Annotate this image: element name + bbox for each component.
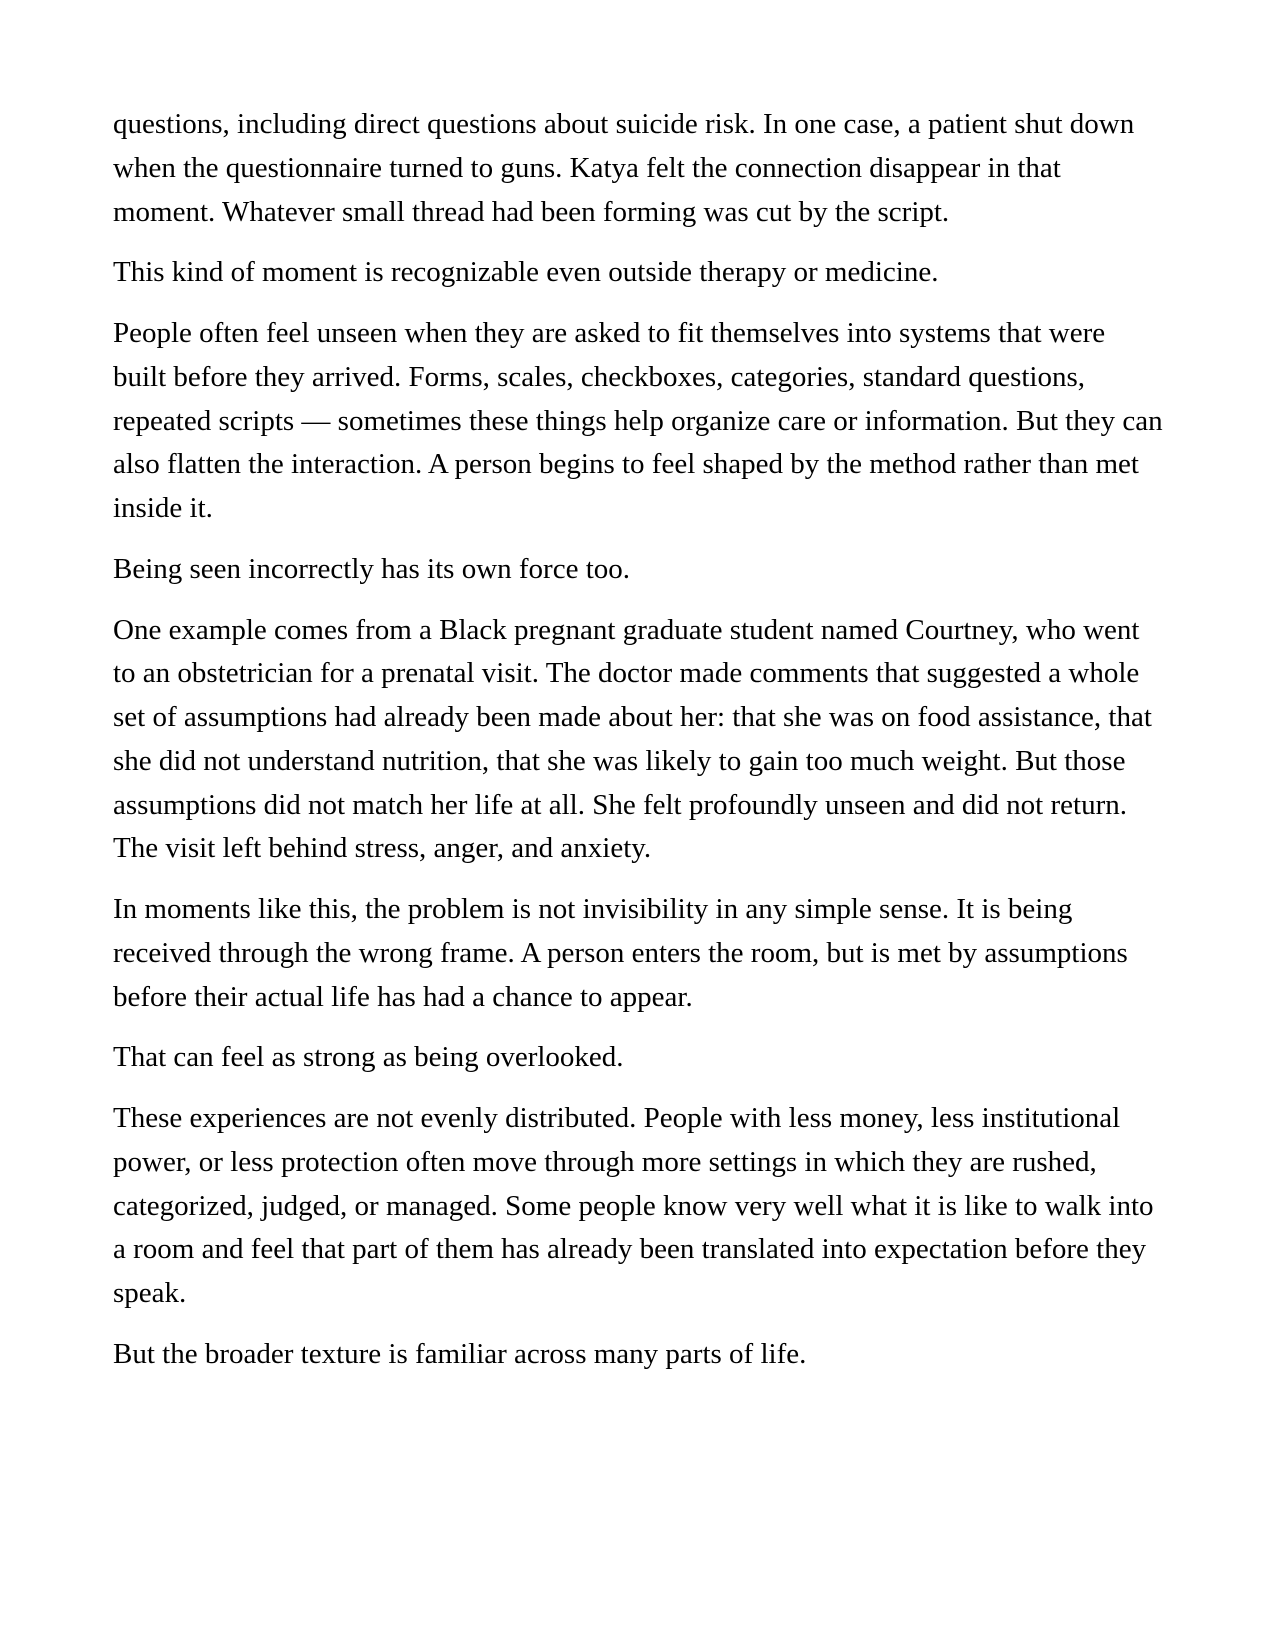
paragraph: Being seen incorrectly has its own force too.	[113, 552, 631, 585]
paragraph: One example comes from a Black pregnant graduate student named Courtney, who went to an obstetrician for a prenatal visit. The doctor made comments that suggested a whole set of assumptions had already been made about her: that she was on food assistance, that she did not understand nutrition, that she was likely to gain too much weight. But those assumptions did not match her life at all. She felt profoundly unseen and did not return. The visit left behind stress, anger, and anxiety.	[113, 613, 1152, 865]
paragraph: questions, including direct questions about suicide risk. In one case, a patient shut down when the questionnaire turned to guns. Katya felt the connection disappear in that moment. Whatever small thread had been forming was cut by the script.	[113, 108, 1135, 228]
paragraph: People often feel unseen when they are asked to fit themselves into systems that were built before they arrived. Forms, scales, checkboxes, categories, standard questions, repeated scripts — sometimes these things help organize care or information. But they can also flatten the interaction. A person begins to feel shaped by the method rather than met inside it.	[113, 317, 1163, 524]
paragraph: But the broader texture is familiar across many parts of life.	[113, 1337, 807, 1370]
paragraph: That can feel as strong as being overlooked.	[113, 1041, 624, 1074]
paragraph: These experiences are not evenly distributed. People with less money, less institutional power, or less protection often move through more settings in which they are rushed, categorized, judged, or managed. Some people know very well what it is like to walk into a room and feel that part of them has already been translated into expectation before they speak.	[113, 1102, 1154, 1309]
paragraph: In moments like this, the problem is not invisibility in any simple sense. It is being received through the wrong frame. A person enters the room, but is met by assumptions before their actual life has had a chance to appear.	[113, 893, 1128, 1013]
paragraph: This kind of moment is recognizable even outside therapy or medicine.	[113, 256, 939, 289]
